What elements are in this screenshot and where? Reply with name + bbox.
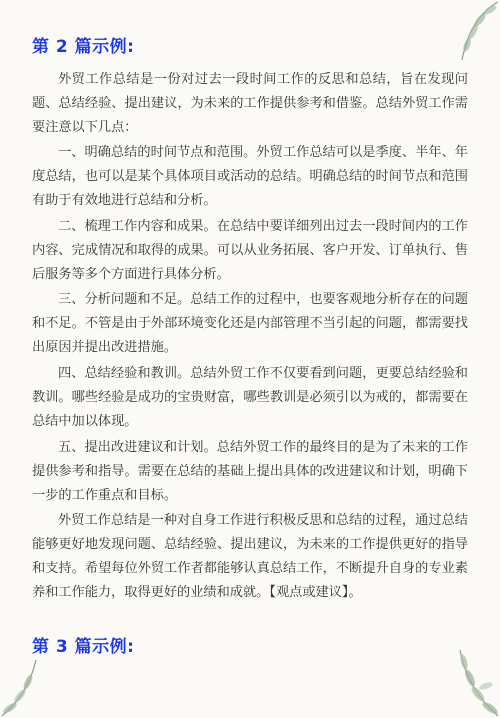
point-2-paragraph: 二、梳理工作内容和成果。在总结中要详细列出过去一段时间内的工作内容、完成情况和取得的成果。可以从业务拓展、客户开发、订单执行、售后服务等多个方面进行具体分析。 xyxy=(32,219,468,282)
section-heading-3: 第 3 篇示例: xyxy=(32,637,135,657)
point-4-paragraph: 四、总结经验和教训。总结外贸工作不仅要看到问题，更要总结经验和教训。哪些经验是成功的宝贵财富，哪些教训是必须引以为戒的，都需要在总结中加以体现。 xyxy=(32,366,468,429)
conclusion-paragraph: 外贸工作总结是一种对自身工作进行积极反思和总结的过程，通过总结能够更好地发现问题、总结经验、提出建议，为未来的工作提供更好的指导和支持。希望每位外贸工作者都能够认真总结工作，不断提升自身的专业素养和工作能力，取得更好的业绩和成就。【观点或建议】。 xyxy=(32,513,468,600)
point-5-paragraph: 五、提出改进建议和计划。总结外贸工作的最终目的是为了未来的工作提供参考和指导。需要在总结的基础上提出具体的改进建议和计划，明确下一步的工作重点和目标。 xyxy=(32,440,468,503)
leaf-decoration-bottom-right xyxy=(420,630,500,718)
point-3-paragraph: 三、分析问题和不足。总结工作的过程中，也要客观地分析存在的问题和不足。不管是由于外部环境变化还是内部管理不当引起的问题，都需要找出原因并提出改进措施。 xyxy=(32,292,468,355)
section-heading-2: 第 2 篇示例: xyxy=(32,37,135,57)
intro-paragraph: 外贸工作总结是一份对过去一段时间工作的反思和总结，旨在发现问题、总结经验、提出建议，为未来的工作提供参考和借鉴。总结外贸工作需要注意以下几点： xyxy=(32,72,468,135)
point-1-paragraph: 一、明确总结的时间节点和范围。外贸工作总结可以是季度、半年、年度总结，也可以是某个具体项目或活动的总结。明确总结的时间节点和范围有助于有效地进行总结和分析。 xyxy=(32,145,468,208)
leaf-decoration-top-right xyxy=(440,0,500,70)
leaf-decoration-bottom-left xyxy=(0,650,70,718)
